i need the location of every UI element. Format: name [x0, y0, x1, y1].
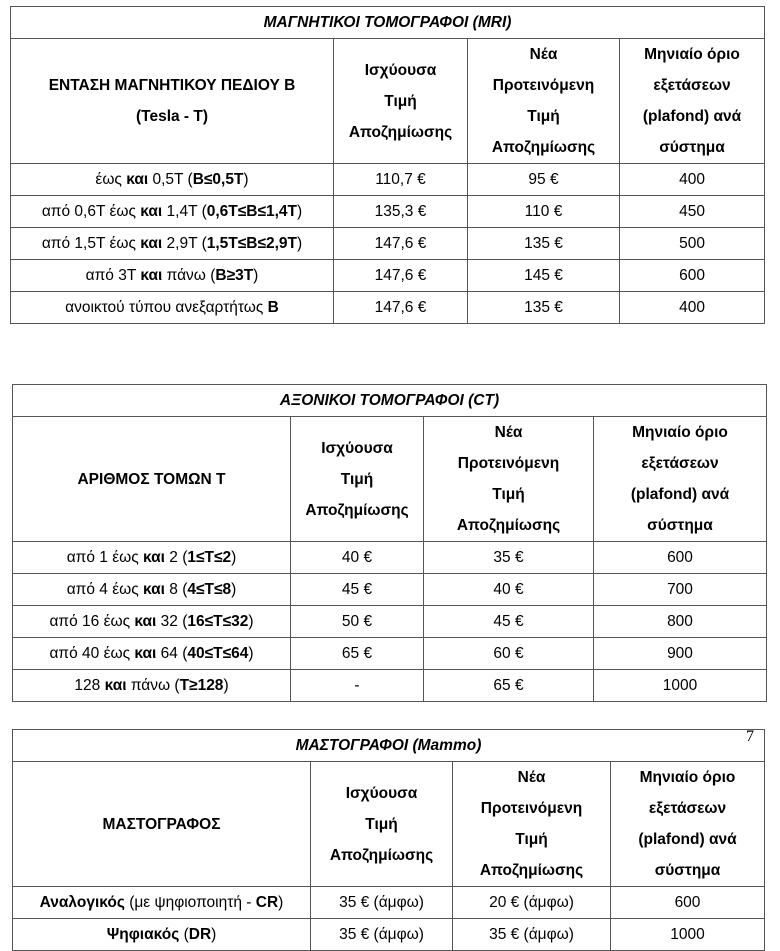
cell-plafond: 450 [620, 196, 765, 228]
row-label [11, 164, 334, 196]
label-segment: από 0,6T έως [41, 203, 141, 220]
header-line: Αποζημίωσης [479, 862, 584, 879]
label-segment: 128 [74, 677, 105, 694]
table-title-row [11, 7, 765, 39]
table-header-row [11, 39, 765, 164]
table-header-row [13, 417, 767, 542]
table-row [11, 260, 765, 292]
table-row [13, 542, 767, 574]
cell-proposed: 95 € [468, 164, 620, 196]
header-line: (plafond) ανά [638, 831, 737, 848]
label-segment: και [140, 235, 163, 252]
label-segment: B [267, 299, 279, 316]
header-line: σύστημα [654, 862, 721, 879]
cell-current: 147,6 € [334, 292, 468, 324]
label-segment: και [140, 203, 163, 220]
row-label [13, 542, 291, 574]
column-header [453, 762, 611, 887]
header-line: Αποζημίωσης [329, 846, 434, 864]
header-line: Τιμή [384, 92, 417, 110]
cell-current: 50 € [291, 606, 424, 638]
column-header [611, 762, 765, 887]
header-line: Αποζημίωσης [305, 501, 409, 519]
cell-plafond: 800 [594, 606, 767, 638]
label-segment: 8 ( [164, 581, 188, 598]
label-segment: από 16 έως [49, 613, 135, 630]
label-segment: ) [296, 203, 303, 220]
label-segment: πάνω ( [126, 677, 180, 694]
column-header [311, 762, 453, 887]
cell-proposed: 145 € [468, 260, 620, 292]
label-segment: ) [248, 645, 254, 662]
label-segment: 32 ( [156, 613, 188, 630]
table-row [13, 574, 767, 606]
header-line: Προτεινόμενη [492, 77, 595, 94]
cell-plafond: 400 [620, 292, 765, 324]
mri-table [10, 6, 765, 324]
header-line: Ισχύουσα [345, 784, 418, 802]
ct-table [12, 384, 767, 702]
cell-plafond: 600 [620, 260, 765, 292]
label-segment: ) [278, 894, 284, 911]
table-title: ΜΑΓΝΗΤΙΚΟΙ ΤΟΜΟΓΡΑΦΟΙ (MRI) [11, 7, 765, 39]
table-row [13, 670, 767, 702]
label-segment: ) [248, 613, 254, 630]
header-line: Αποζημίωσης [456, 517, 561, 534]
header-line: ΑΡΙΘΜΟΣ ΤΟΜΩΝ Τ [77, 470, 226, 488]
label-segment: 4≤T≤8 [187, 581, 232, 598]
cell-proposed: 110 € [468, 196, 620, 228]
row-label [11, 260, 334, 292]
label-segment: και [134, 645, 157, 662]
column-header [291, 417, 424, 542]
label-segment: από 4 έως [66, 581, 143, 598]
label-segment: 0,6T≤B≤1,4T [206, 203, 297, 220]
cell-plafond: 500 [620, 228, 765, 260]
label-segment: πάνω ( [162, 267, 216, 284]
column-header [468, 39, 620, 164]
table-row [11, 292, 765, 324]
header-line: Προτεινόμενη [480, 800, 583, 817]
label-segment: 16≤T≤32 [187, 613, 249, 630]
table-row [13, 919, 765, 951]
label-segment: T≥128 [179, 677, 224, 694]
header-line: εξετάσεων [653, 77, 731, 94]
header-line: Μηνιαίο όριο [632, 424, 728, 441]
column-header [594, 417, 767, 542]
cell-current: 65 € [291, 638, 424, 670]
label-segment: έως [95, 171, 127, 188]
table-row [13, 887, 765, 919]
header-line: εξετάσεων [648, 800, 727, 817]
cell-plafond: 1000 [611, 919, 765, 951]
table-row [11, 228, 765, 260]
header-line: (Tesla - T) [135, 108, 209, 125]
label-segment: από 3T [85, 267, 141, 284]
table-row [11, 196, 765, 228]
row-label [11, 228, 334, 260]
row-label [13, 606, 291, 638]
page-number: 7 [746, 728, 754, 745]
label-segment: και [140, 267, 163, 284]
cell-current: - [291, 670, 424, 702]
cell-current: 35 € (άμφω) [311, 887, 453, 919]
row-label [13, 574, 291, 606]
first-column-header [11, 39, 334, 164]
column-header [334, 39, 468, 164]
header-line: σύστημα [659, 139, 725, 156]
label-segment: ) [211, 926, 217, 943]
cell-current: 45 € [291, 574, 424, 606]
label-segment: B≥3T [215, 267, 254, 284]
header-line: Προτεινόμενη [457, 455, 560, 472]
cell-current: 35 € (άμφω) [311, 919, 453, 951]
header-line: Νέα [517, 769, 546, 786]
label-segment: 1≤T≤2 [187, 549, 232, 566]
cell-proposed: 45 € [424, 606, 594, 638]
cell-plafond: 600 [611, 887, 765, 919]
header-line: σύστημα [647, 517, 713, 534]
row-label [13, 638, 291, 670]
label-segment: και [126, 171, 149, 188]
column-header [620, 39, 765, 164]
label-segment: και [143, 549, 165, 566]
table-title: ΑΞΟΝΙΚΟΙ ΤΟΜΟΓΡΑΦΟΙ (CT) [13, 385, 767, 417]
header-line: Τιμή [527, 108, 560, 125]
header-line: Μηνιαίο όριο [644, 46, 740, 63]
header-line: (plafond) ανά [630, 486, 730, 503]
label-segment: ) [243, 171, 249, 188]
label-segment: 0,5T ( [148, 171, 193, 188]
label-segment: ) [253, 267, 259, 284]
header-line: Ισχύουσα [364, 61, 437, 79]
row-label [13, 670, 291, 702]
first-column-header [13, 417, 291, 542]
header-line: Νέα [529, 46, 558, 63]
label-segment: από 1 έως [66, 549, 143, 566]
header-line: Νέα [494, 424, 523, 441]
label-segment: από 40 έως [49, 645, 135, 662]
column-header [424, 417, 594, 542]
table-header-row [13, 762, 765, 887]
cell-current: 135,3 € [334, 196, 468, 228]
label-segment: Ψηφιακός [106, 926, 180, 943]
header-line: Μηνιαίο όριο [639, 769, 736, 786]
header-line: Ισχύουσα [321, 439, 393, 457]
cell-current: 110,7 € [334, 164, 468, 196]
cell-current: 147,6 € [334, 228, 468, 260]
header-line: Τιμή [492, 486, 525, 503]
header-line: Αποζημίωσης [491, 139, 596, 156]
label-segment: ( [179, 926, 189, 943]
mammo-table [12, 729, 765, 951]
table-title: ΜΑΣΤΟΓΡΑΦΟΙ (Mammo) [13, 730, 765, 762]
cell-proposed: 60 € [424, 638, 594, 670]
header-line: Αποζημίωσης [348, 123, 453, 141]
label-segment: 64 ( [156, 645, 188, 662]
label-segment: και [143, 581, 165, 598]
header-line: ΜΑΣΤΟΓΡΑΦΟΣ [102, 815, 221, 833]
label-segment: ) [296, 235, 303, 252]
label-segment: CR [255, 894, 279, 911]
label-segment: Αναλογικός [39, 894, 125, 911]
label-segment: 2,9T ( [162, 235, 207, 252]
row-label [11, 196, 334, 228]
row-label [13, 887, 311, 919]
label-segment: B≤0,5T [192, 171, 244, 188]
cell-proposed: 35 € (άμφω) [453, 919, 611, 951]
cell-plafond: 400 [620, 164, 765, 196]
row-label [11, 292, 334, 324]
cell-proposed: 65 € [424, 670, 594, 702]
label-segment: (με ψηφιοποιητή - [124, 894, 256, 911]
cell-current: 147,6 € [334, 260, 468, 292]
table-row [13, 606, 767, 638]
label-segment: ανοικτού τύπου ανεξαρτήτως [65, 299, 268, 316]
cell-plafond: 600 [594, 542, 767, 574]
label-segment: και [134, 613, 157, 630]
cell-proposed: 40 € [424, 574, 594, 606]
table-row [11, 164, 765, 196]
cell-current: 40 € [291, 542, 424, 574]
label-segment: 1,4T ( [162, 203, 207, 220]
header-line: (plafond) ανά [642, 108, 742, 125]
cell-plafond: 900 [594, 638, 767, 670]
cell-plafond: 700 [594, 574, 767, 606]
label-segment: ) [231, 581, 237, 598]
label-segment: ) [231, 549, 237, 566]
table-title-row [13, 385, 767, 417]
table-title-row [13, 730, 765, 762]
header-line: Τιμή [340, 470, 374, 488]
cell-proposed: 135 € [468, 228, 620, 260]
header-line: Τιμή [365, 815, 398, 833]
label-segment: 40≤T≤64 [187, 645, 249, 662]
row-label [13, 919, 311, 951]
cell-proposed: 135 € [468, 292, 620, 324]
header-line: Τιμή [515, 831, 548, 848]
cell-proposed: 20 € (άμφω) [453, 887, 611, 919]
cell-plafond: 1000 [594, 670, 767, 702]
label-segment: DR [188, 926, 212, 943]
cell-proposed: 35 € [424, 542, 594, 574]
label-segment: 2 ( [164, 549, 188, 566]
label-segment: και [104, 677, 127, 694]
label-segment: από 1,5T έως [41, 235, 141, 252]
label-segment: ) [223, 677, 229, 694]
header-line: ΕΝΤΑΣΗ ΜΑΓΝΗΤΙΚΟΥ ΠΕΔΙΟΥ Β [48, 77, 296, 94]
table-row [13, 638, 767, 670]
label-segment: 1,5T≤B≤2,9T [206, 235, 297, 252]
first-column-header [13, 762, 311, 887]
header-line: εξετάσεων [641, 455, 719, 472]
